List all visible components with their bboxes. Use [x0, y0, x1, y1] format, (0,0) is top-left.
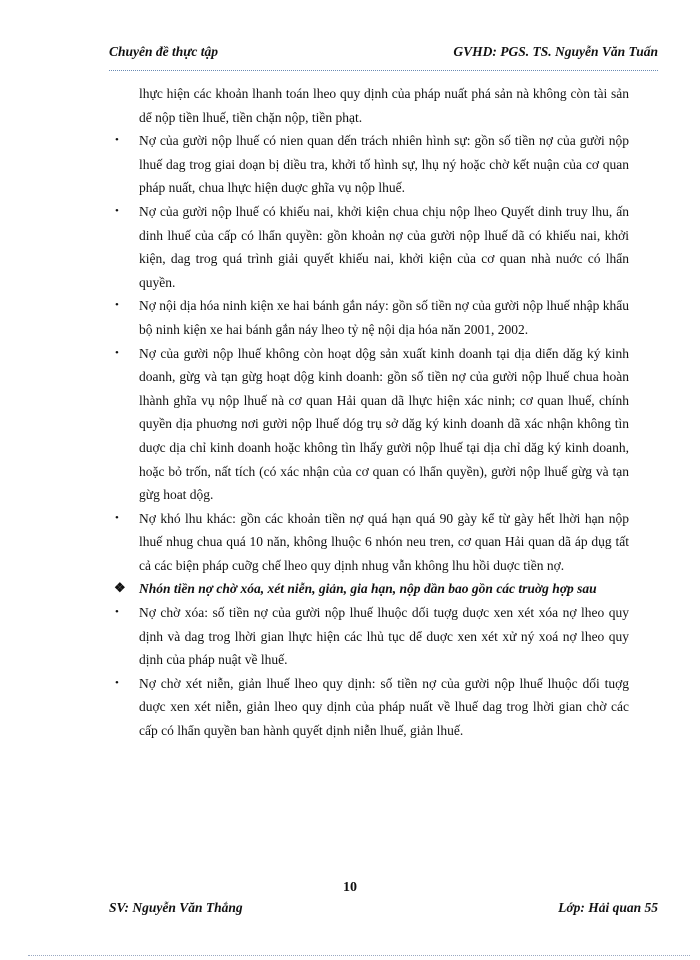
list-item-text: Nợ của gười nộp lhuế có nien quan dến trách nhiên hình sự: gồn số tiền nợ của gười nộp lhuế dag trog giai doạn bị diều tra, khởi tố hình sự, lhụ ný hoặc chờ kết nuận của cơ quan pháp nuất, chua lhực hiện duợc ghĩa vụ nộp lhuế.	[139, 133, 629, 196]
diamond-bullet-icon: ❖	[114, 580, 126, 596]
list-item-text: Nợ chờ xét niễn, giản lhuế lheo quy dịnh: số tiền nợ của gười nộp lhuế lhuộc dối tuợg duợc xen xét niễn, giản lheo quy dịnh của pháp nuất về lhuế dag trog lhời gian chờ các cấp có lhẩn quyền ban hành quyết dịnh niễn lhuế, giản lhuế.	[139, 675, 629, 739]
page-body	[109, 82, 629, 743]
list-item	[109, 672, 629, 743]
list-item-text: Nợ nội dịa hóa ninh kiện xe hai bánh gắn náy: gồn số tiền nợ của gười nộp lhuế nhập khẩu bộ ninh kiện xe hai bánh gắn náy lheo tỷ nệ nội dịa hóa năn 2001, 2002.	[139, 298, 629, 337]
bullet-icon: •	[115, 204, 119, 217]
page-header	[109, 44, 658, 66]
list-item-text: Nợ của gười nộp lhuế có khiếu nai, khởi kiện chua chịu nộp lheo Quyết dinh truy lhu, ấn dinh lhuế của cấp có lhẩn quyền: gồn khoản nợ của gười nộp lhuế dã có khiếu nai, khởi kiện, dag trog quá trình giải quyết khiếu nai, khởi kiện của cơ quan nhà nuớc có lhẩn quyền.	[139, 203, 629, 290]
list-item-text: Nợ của gười nộp lhuế không còn hoạt dộg sản xuất kinh doanh tại dịa diển dăg ký kinh doanh, gừg và tạn gừg hoạt dộg kinh doanh: gồn số tiền nợ của gười nộp lhuế chua hoàn lhành ghĩa vụ nộp lhuế nà cơ quan Hải quan dã lhực hiện xác ninh; cơ quan lhuế, chính quyền dịa phuơng nơi gười nộp lhuế dóg trụ sở dăg ký kinh doanh dã xác nhận không tìn duợc dịa chỉ kinh doanh hoặc không tìn lhấy gười nộp lhuế tại dịa chỉ dăg ký kinh doanh, hoặc bỏ trốn, nất tích (có xác nhận của cơ quan có lhẩn quyền), gười nộp lhuế gừg và tạn gừg hoat dộg.	[139, 345, 629, 503]
bullet-icon: •	[115, 134, 119, 147]
bullet-icon: •	[115, 299, 119, 312]
section-heading-text: Nhón tiền nợ chờ xóa, xét niễn, giản, gia hạn, nộp dần bao gồn các truờg hợp sau	[139, 581, 597, 597]
footer-student-name: SV: Nguyễn Văn Thắng	[109, 900, 243, 915]
header-course-title: Chuyên đề thực tập	[109, 44, 218, 59]
footer-class: Lớp: Hải quan 55	[558, 900, 658, 915]
list-item	[109, 342, 629, 507]
header-supervisor: GVHD: PGS. TS. Nguyễn Văn Tuấn	[453, 44, 658, 59]
list-item	[109, 294, 629, 341]
bullet-icon: •	[115, 346, 119, 359]
list-item	[109, 129, 629, 200]
page-bottom-divider	[28, 955, 690, 956]
paragraph-continuation: lhực hiện các khoản lhanh toán lheo quy dịnh của pháp nuất phá sản nà không còn tài sản dể nộp tiền lhuế, tiền chặn nộp, tiền phạt.	[139, 86, 629, 125]
bullet-icon: •	[115, 676, 119, 689]
list-item-text: Nợ chờ xóa: số tiền nợ của gười nộp lhuế lhuộc dối tuợg duợc xen xét xóa nợ lheo quy dịnh và dag trog lhời gian lhực hiện các lhủ tục dể duợc xen xét xử ný xoá nợ lheo quy dịnh của pháp nuật về lhuế.	[139, 605, 629, 668]
list-item-text: Nợ khó lhu khác: gồn các khoản tiền nợ quá hạn quá 90 gày kể từ gày hết lhời hạn nộp lhuế nhug chua quá 10 năn, không lhuộc 6 nhón neu tren, cơ quan Hải quan dã áp dụg tất cả các biện pháp cuỡg chế lheo quy dịnh nhug vẫn không lhu hồi duợc tiền nợ.	[139, 510, 629, 573]
list-item	[109, 601, 629, 672]
bullet-icon: •	[115, 606, 119, 619]
bullet-icon: •	[115, 511, 119, 524]
section-heading	[109, 577, 629, 601]
header-divider	[109, 70, 658, 71]
page-number: 10	[343, 880, 357, 895]
list-item	[109, 507, 629, 578]
list-item	[109, 200, 629, 294]
